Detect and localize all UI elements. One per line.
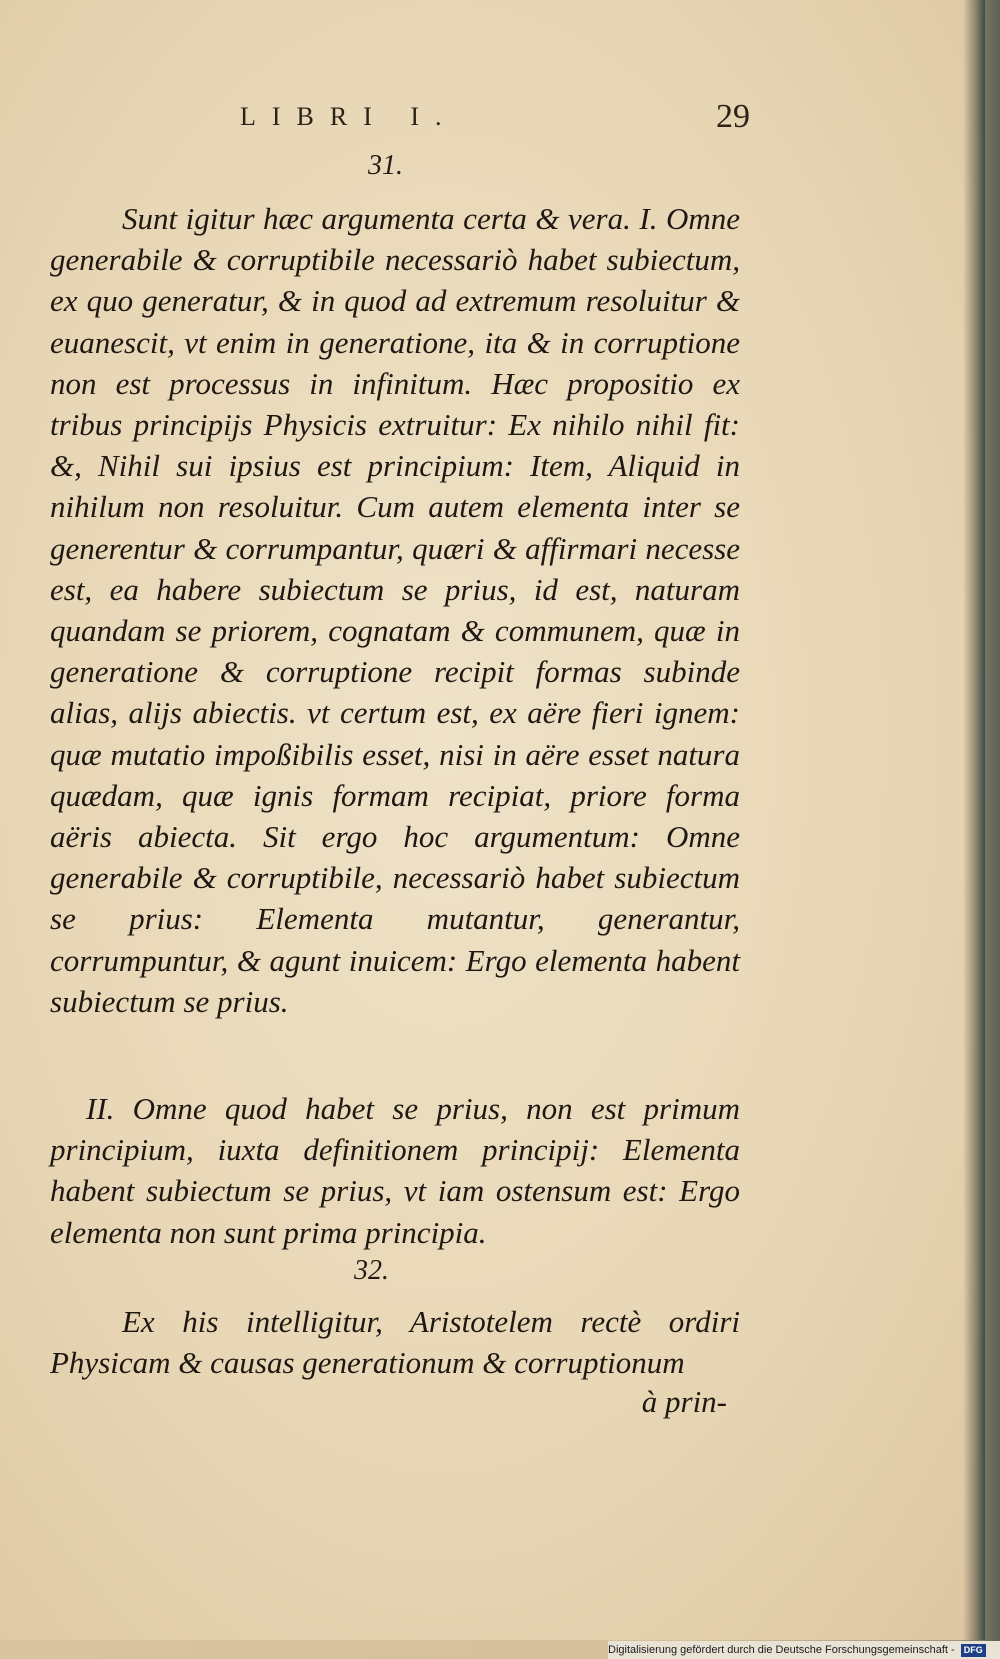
running-head: LIBRI I. [240, 102, 458, 131]
section-number: 31. [368, 150, 403, 181]
digitization-credit [608, 1641, 1000, 1659]
page-number: 29 [716, 98, 750, 135]
section-number: 32. [354, 1255, 389, 1286]
page-edge-shadow [963, 0, 985, 1640]
paragraph: Ex his intelligitur, Aristotelem rectè ordiri Physicam & causas generationum & corruptionum [50, 1304, 740, 1381]
dfg-logo: DFG [961, 1644, 986, 1657]
paragraph: II. Omne quod habet se prius, non est primum principium, iuxta definitionem principij: Elementa habent subiectum se prius, vt iam ostensum est: Ergo elementa non sunt prima principia. [50, 1091, 740, 1250]
credit-text: Digitalisierung gefördert durch die Deutsche Forschungsgemeinschaft - [608, 1644, 955, 1656]
catchword: à prin- [641, 1384, 727, 1419]
paragraph: Sunt igitur hæc argumenta certa & vera. I. Omne generabile & corruptibile necessariò habet subiectum, ex quo generatur, & in quod ad extremum resoluitur & euanescit, vt enim in generatione, ita & in corruptione non est processus in infinitum. Hæc propositio ex tribus principijs Physicis extruitur: Ex nihilo nihil fit: &, Nihil sui ipsius est principium: Item, Aliquid in nihilum non resoluitur. Cum autem elementa inter se generentur & corrumpantur, quæri & affirmari necesse est, ea habere subiectum se prius, id est, naturam quandam se priorem, cognatam & communem, quæ in generatione & corruptione recipit formas subinde alias, alijs abiectis. vt certum est, ex aëre fieri ignem: quæ mutatio impoßibilis esset, nisi in aëre esset natura quædam, quæ ignis formam recipiat, priore forma aëris abiecta. Sit ergo hoc argumentum: Omne generabile & corruptibile, necessariò habet subiectum se prius: Elementa mutantur, generantur, corrumpuntur, & agunt inuicem: Ergo elementa habent subiectum se prius. [50, 201, 740, 1019]
page-header [240, 98, 760, 142]
